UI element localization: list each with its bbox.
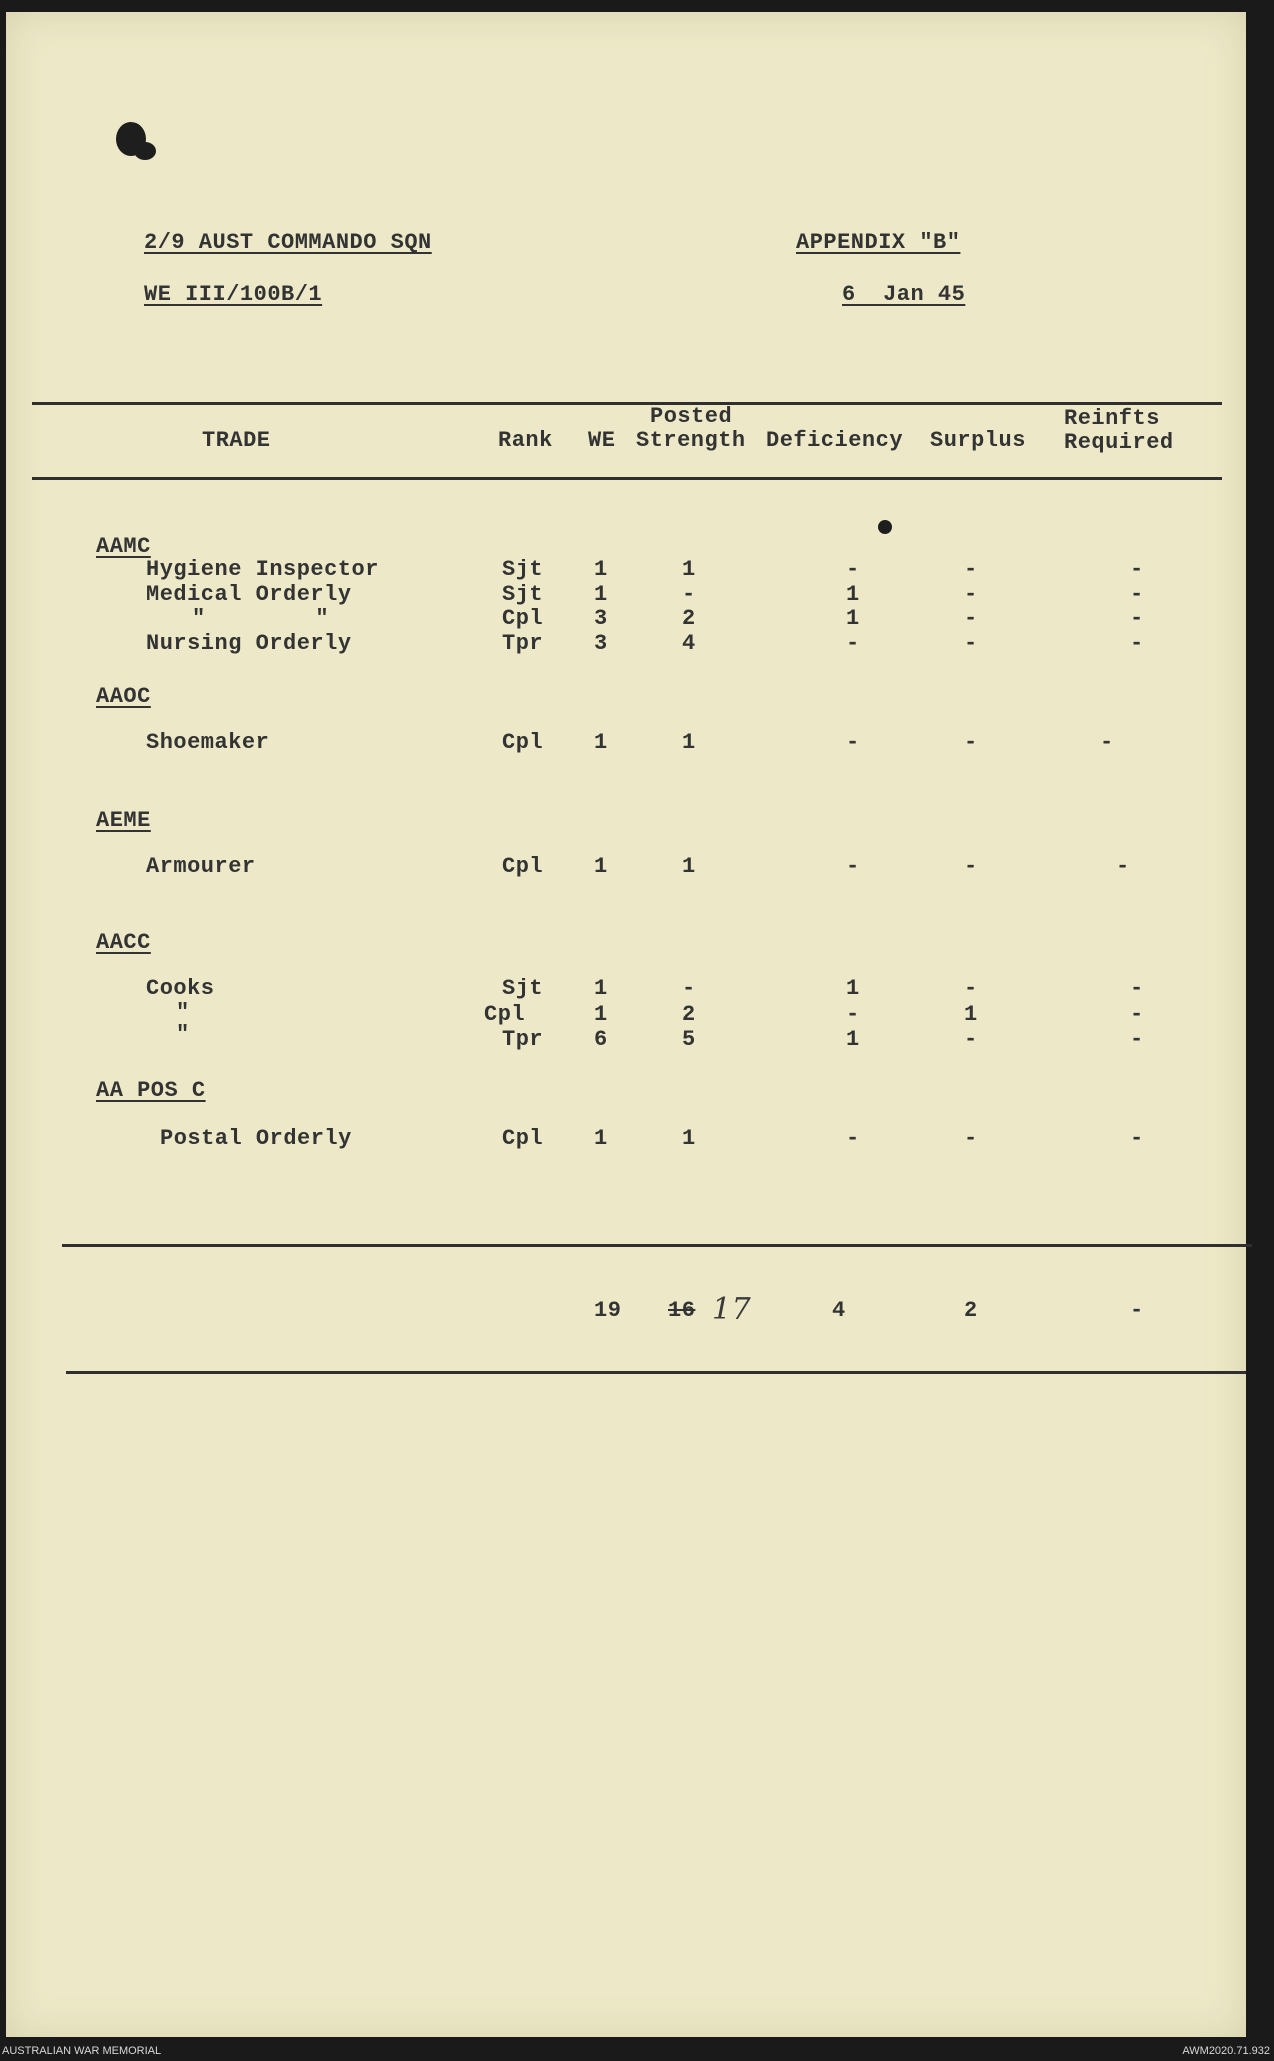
section-heading: AAOC [96,684,151,709]
rank-cell: Cpl [502,1126,544,1151]
deficiency-cell: - [846,854,860,879]
table-top-rule [32,402,1222,405]
trade-cell: Hygiene Inspector [146,557,379,582]
total-deficiency: 4 [832,1298,846,1323]
surplus-cell: - [964,1126,978,1151]
trade-cell: Nursing Orderly [146,631,352,656]
trade-cell: " " [192,606,330,631]
document-date: 6 Jan 45 [842,282,966,307]
posted-cell: - [682,976,696,1001]
reinfts-cell: - [1100,730,1114,755]
trade-cell: Armourer [146,854,256,879]
reinfts-cell: - [1130,582,1144,607]
deficiency-cell: - [846,1126,860,1151]
trade-cell: Cooks [146,976,215,1001]
we-cell: 1 [594,854,608,879]
col-reinfts-2: Required [1064,430,1174,455]
we-cell: 1 [594,582,608,607]
rank-cell: Cpl [502,606,544,631]
reinfts-cell: - [1130,557,1144,582]
section-heading: AAMC [96,534,151,559]
reinfts-cell: - [1130,1002,1144,1027]
posted-cell: 1 [682,730,696,755]
trade-cell: Postal Orderly [160,1126,352,1151]
totals-top-rule [62,1244,1252,1247]
we-cell: 3 [594,631,608,656]
deficiency-cell: - [846,1002,860,1027]
rank-cell: Sjt [502,582,544,607]
deficiency-cell: 1 [846,976,860,1001]
reinfts-cell: - [1130,1027,1144,1052]
surplus-cell: - [964,606,978,631]
col-rank: Rank [498,428,553,453]
ink-blot [878,520,892,534]
posted-cell: - [682,582,696,607]
deficiency-cell: - [846,631,860,656]
surplus-cell: - [964,557,978,582]
surplus-cell: - [964,631,978,656]
we-cell: 1 [594,557,608,582]
we-cell: 1 [594,1002,608,1027]
reinfts-cell: - [1116,854,1130,879]
reinfts-cell: - [1130,631,1144,656]
header-bottom-rule [32,477,1222,480]
section-heading: AEME [96,808,151,833]
surplus-cell: - [964,582,978,607]
total-reinfts: - [1130,1298,1144,1323]
rank-cell: Tpr [502,1027,544,1052]
we-cell: 1 [594,1126,608,1151]
trade-cell: Shoemaker [146,730,270,755]
appendix-title: APPENDIX "B" [796,230,961,255]
posted-cell: 1 [682,557,696,582]
deficiency-cell: 1 [846,1027,860,1052]
posted-cell: 2 [682,1002,696,1027]
col-we: WE [588,428,616,453]
totals-bottom-rule [66,1371,1246,1374]
col-reinfts-1: Reinfts [1064,406,1160,431]
section-heading: AACC [96,930,151,955]
deficiency-cell: 1 [846,606,860,631]
we-cell: 6 [594,1027,608,1052]
surplus-cell: - [964,1027,978,1052]
total-posted-typed: 16 [668,1298,696,1323]
total-surplus: 2 [964,1298,978,1323]
col-posted-2: Strength [636,428,746,453]
total-we: 19 [594,1298,622,1323]
trade-cell: " [176,1022,190,1047]
posted-cell: 1 [682,854,696,879]
reinfts-cell: - [1130,976,1144,1001]
surplus-cell: - [964,730,978,755]
rank-cell: Sjt [502,976,544,1001]
total-posted-handwritten: 17 [712,1292,752,1327]
deficiency-cell: - [846,730,860,755]
rank-cell: Cpl [502,730,544,755]
col-posted-1: Posted [650,404,733,429]
deficiency-cell: 1 [846,582,860,607]
we-cell: 3 [594,606,608,631]
reinfts-cell: - [1130,1126,1144,1151]
trade-cell: " [176,1000,190,1025]
deficiency-cell: - [846,557,860,582]
reinfts-cell: - [1130,606,1144,631]
rank-cell: Cpl [484,1002,526,1027]
col-deficiency: Deficiency [766,428,904,453]
we-cell: 1 [594,976,608,1001]
footer-right: AWM2020.71.932 [1182,2045,1270,2057]
footer-left: AUSTRALIAN WAR MEMORIAL [2,2045,162,2057]
surplus-cell: 1 [964,1002,978,1027]
surplus-cell: - [964,976,978,1001]
col-trade: TRADE [202,428,271,453]
posted-cell: 4 [682,631,696,656]
we-cell: 1 [594,730,608,755]
rank-cell: Cpl [502,854,544,879]
surplus-cell: - [964,854,978,879]
document-page [6,12,1246,2037]
posted-cell: 5 [682,1027,696,1052]
trade-cell: Medical Orderly [146,582,352,607]
unit-title: 2/9 AUST COMMANDO SQN [144,230,432,255]
establishment-ref: WE III/100B/1 [144,282,323,307]
rank-cell: Sjt [502,557,544,582]
rank-cell: Tpr [502,631,544,656]
posted-cell: 1 [682,1126,696,1151]
section-heading: AA POS C [96,1078,206,1103]
col-surplus: Surplus [930,428,1026,453]
ink-blot [134,142,156,160]
posted-cell: 2 [682,606,696,631]
